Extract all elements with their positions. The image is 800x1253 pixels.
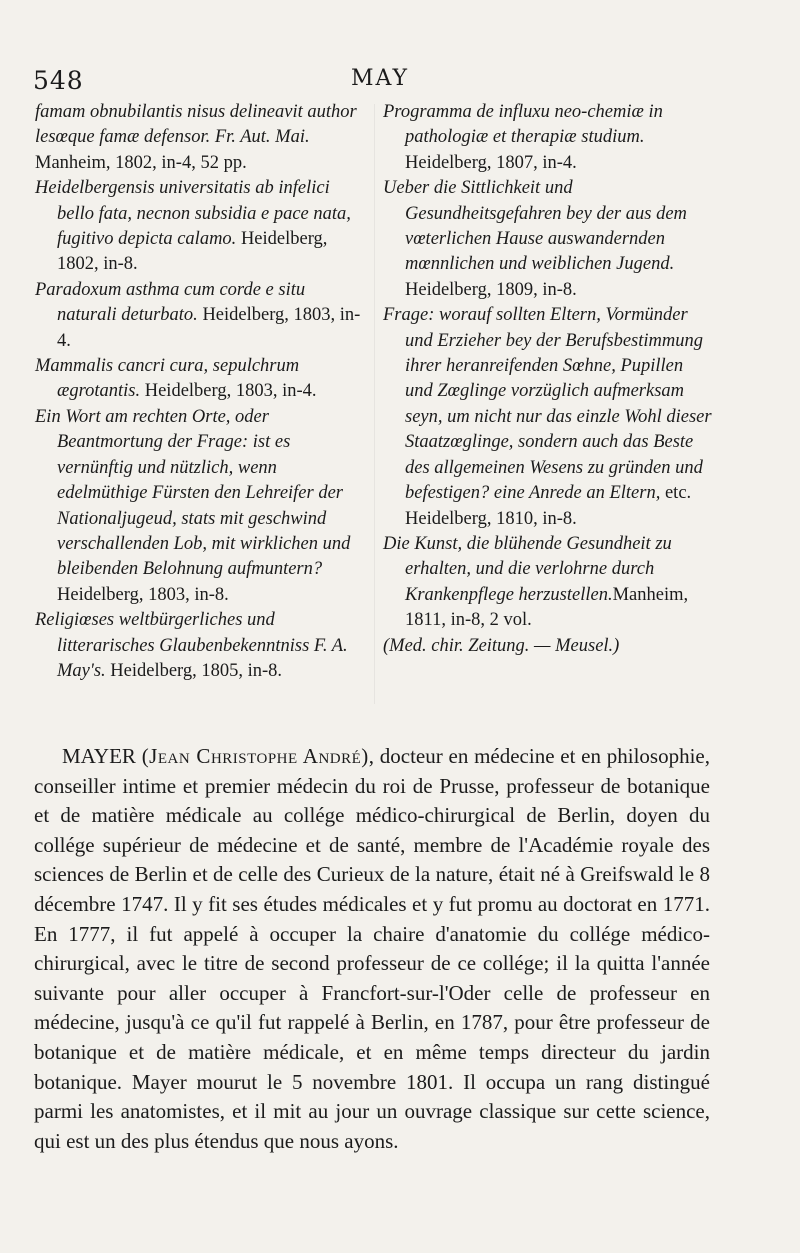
bibliography-entry: Mammalis cancri cura, sepulchrum ægrotantis. Heidelberg, 1803, in-4. — [35, 356, 317, 402]
bibliography-entry: famam obnubilantis nisus delineavit author lesœque famæ defensor. Fr. Aut. Mai. Manheim, 1802, in-4, 52 pp. — [35, 102, 357, 173]
right-column — [383, 100, 713, 659]
biography-name: MAYER — [62, 744, 136, 768]
bibliography-entry: Ein Wort am rechten Orte, oder Beantmortung der Frage: ist es vernünftig und nützlich, wenn edelmüthige Fürsten den Lehreifer der Nationaljugeud, stats mit geschwind verschallenden Lob, mit wirklichen und bleibenden Belohnung aufmuntern? Heidelberg, 1803, in-8. — [35, 406, 351, 605]
bibliography-entry: Frage: worauf sollten Eltern, Vormünder und Erzieher bey der Berufsbestimmung ihrer heranreifenden Sœhne, Pupillen und Zœglinge vorzüglich aufmerksam seyn, um nicht nur das einzle Wohl dieser Staatzœglinge, sondern auch das Beste des allgemeinen Wesens zu gründen und befestigen? eine Anrede an Eltern, etc. Heidelberg, 1810, in-8. — [383, 305, 712, 529]
bibliography-entry: Die Kunst, die blühende Gesundheit zu erhalten, und die verlohrne durch Krankenpflege herzustellen.Manheim, 1811, in-8, 2 vol. — [383, 533, 689, 631]
bibliography-entry: Paradoxum asthma cum corde e situ naturali deturbato. Heidelberg, 1803, in-4. — [35, 279, 361, 351]
source-note: (Med. chir. Zeitung. — Meusel.) — [383, 635, 620, 656]
biography-text: , docteur en médecine et en philosophie, conseiller intime et premier médecin du roi de Prusse, professeur de botanique et de matière médicale au collége médico-chirurgical de Berlin, doyen du collége supérieur de médecine et de santé, membre de l'Académie royale des sciences de Berlin et de celle des Curieux de la nature, était né à Greifswald le 8 décembre 1747. Il y fit ses études médicales et y fut promu au doctorat en 1771. En 1777, il fut appelé à occuper la chaire d'anatomie du collége médico-chirurgical, avec le titre de second professeur de ce collége; il la quitta l'année suivante pour aller occuper à Francfort-sur-l'Oder celle de professeur en médecine, jusqu'à ce qu'il fut rappelé à Berlin, en 1787, pour être professeur de botanique et de matière médicale, et en même temps directeur du jardin botanique. Mayer mourut le 5 novembre 1801. Il occupa un rang distingué parmi les anatomistes, et il mit au jour un ouvrage classique sur cette science, qui est un des plus étendus que nous ayons. — [34, 744, 711, 1153]
biography-given-names: (Jean Christophe André) — [141, 744, 369, 768]
running-head: MAY — [351, 66, 410, 91]
biography-paragraph — [34, 742, 710, 1156]
page-number: 548 — [33, 66, 84, 95]
column-gutter — [374, 104, 375, 704]
bibliography-entry: Religiœses weltbürgerliches und litterarisches Glaubenbekenntniss F. A. May's. Heidelberg, 1805, in-8. — [35, 610, 348, 681]
bibliography-entry: Heidelbergensis universitatis ab infelici bello fata, necnon subsidia e pace nata, fugitivo depicta calamo. Heidelberg, 1802, in-8. — [35, 178, 351, 275]
bibliography-entry: Ueber die Sittlichkeit und Gesundheitsgefahren bey der aus dem vœterlichen Hause auswandernden mœnnlichen und weiblichen Jugend. Heidelberg, 1809, in-8. — [383, 178, 687, 300]
bibliography-entry: Programma de influxu neo-chemiæ in pathologiæ et therapiæ studium. Heidelberg, 1807, in-4. — [383, 102, 663, 173]
left-column — [35, 100, 365, 684]
page-header — [33, 62, 753, 98]
